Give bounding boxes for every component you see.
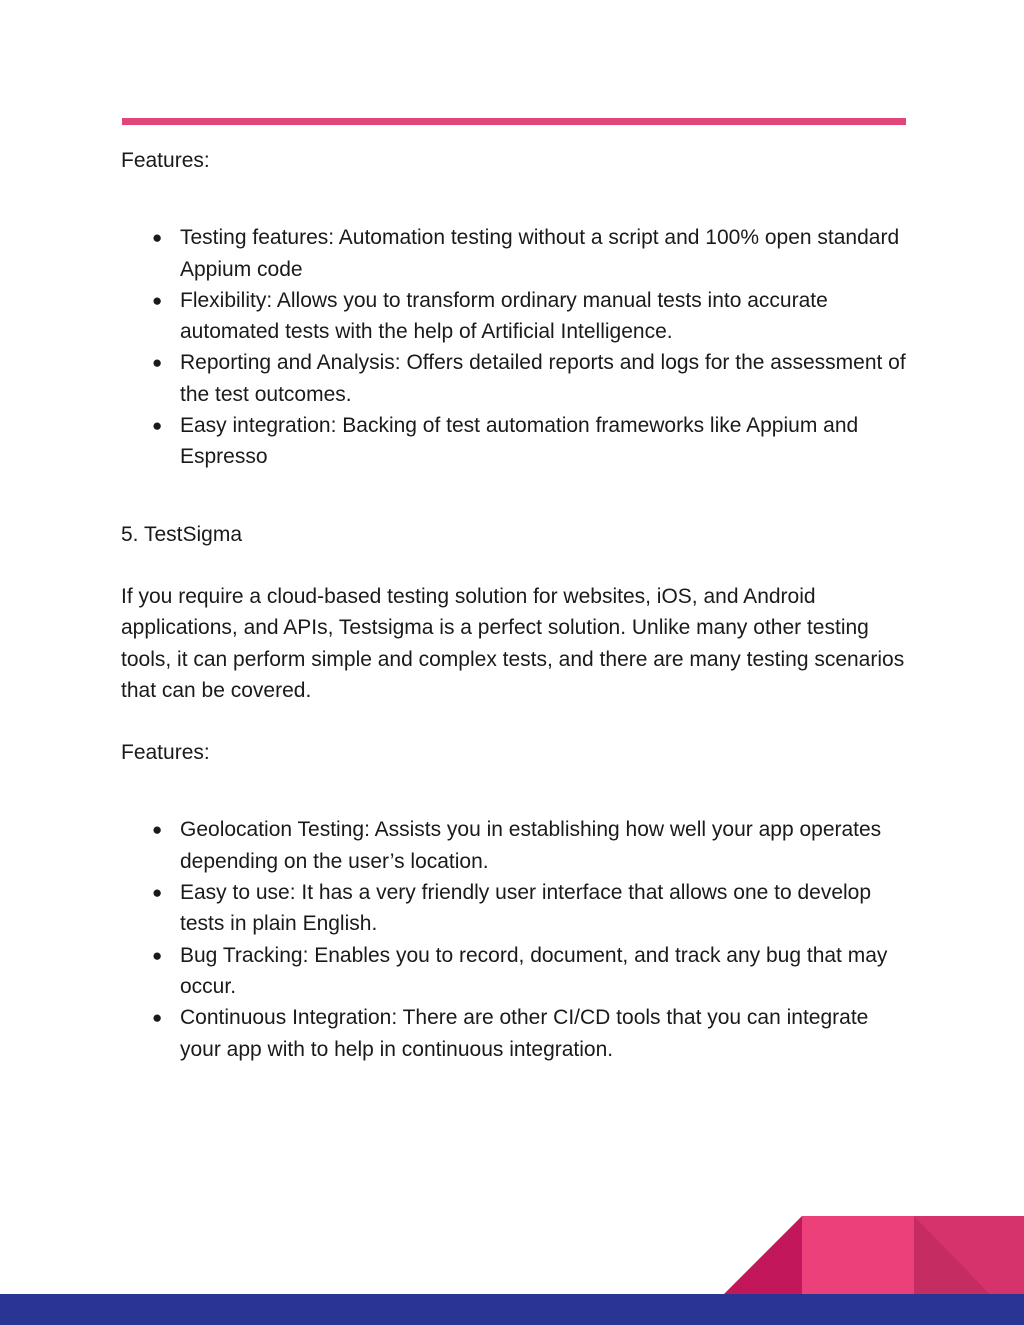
bullet-icon: ● <box>152 290 163 310</box>
bullet-icon: ● <box>152 883 163 903</box>
list-item: ● Geolocation Testing: Assists you in establishing how well your app operates depending on the user’s location. <box>121 814 911 877</box>
bullet-icon: ● <box>152 353 163 373</box>
list-item: ● Reporting and Analysis: Offers detailed reports and logs for the assessment of the test outcomes. <box>121 347 911 410</box>
bullet-icon: ● <box>152 945 163 965</box>
features-list-2 <box>121 814 911 1064</box>
features-heading-2: Features: <box>121 741 210 765</box>
list-item: ● Continuous Integration: There are other CI/CD tools that you can integrate your app with to help in continuous integration. <box>121 1002 911 1065</box>
bullet-icon: ● <box>152 416 163 436</box>
bullet-icon: ● <box>152 1008 163 1028</box>
features-list-1 <box>121 222 911 472</box>
section-title: 5. TestSigma <box>121 522 243 546</box>
list-item: ● Flexibility: Allows you to transform ordinary manual tests into accurate automated tests with the help of Artificial Intelligence. <box>121 285 911 348</box>
list-item: ● Bug Tracking: Enables you to record, document, and track any bug that may occur. <box>121 940 911 1003</box>
features-heading-1: Features: <box>121 149 210 172</box>
bullet-icon: ● <box>152 228 163 248</box>
list-item: ● Easy integration: Backing of test automation frameworks like Appium and Espresso <box>121 410 911 473</box>
footer-bar <box>0 1294 1024 1325</box>
top-accent-rule <box>122 118 906 125</box>
bullet-icon: ● <box>152 820 163 840</box>
section-paragraph: If you require a cloud-based testing solution for websites, iOS, and Android applications, and APIs, Testsigma is a perfect solution. Unlike many other testing tools, it can perform simple and complex tests, and there are many testing scenarios that can be covered. <box>121 584 905 702</box>
document-body <box>121 145 911 1065</box>
list-item: ● Testing features: Automation testing without a script and 100% open standard Appium code <box>121 222 911 285</box>
list-item: ● Easy to use: It has a very friendly user interface that allows one to develop tests in plain English. <box>121 877 911 940</box>
